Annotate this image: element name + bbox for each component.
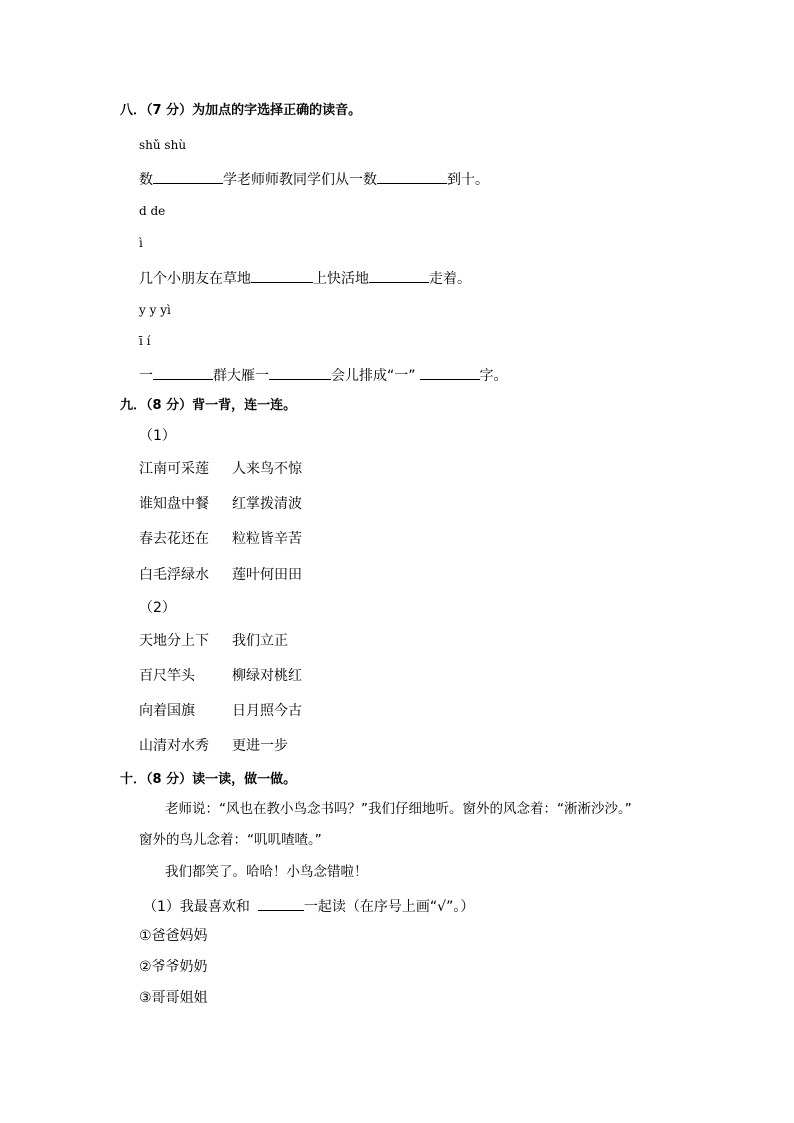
answer-blank[interactable]	[153, 171, 223, 184]
answer-blank[interactable]	[258, 898, 304, 911]
answer-blank[interactable]	[153, 367, 213, 380]
poem-left[interactable]: 春去花还在	[139, 531, 209, 547]
q8-sentence-3	[139, 367, 508, 383]
q8-s2-part-b: 上快活地	[313, 271, 369, 287]
poem-left[interactable]: 白毛浮绿水	[139, 567, 209, 583]
passage-line-3: 我们都笑了。哈哈！小鸟念错啦！	[165, 864, 368, 880]
q10-heading: 十．（8 分）读一读，做一做。	[120, 772, 297, 787]
phrase-left[interactable]: 百尺竿头	[139, 668, 195, 684]
passage-line-1: 老师说：“风也在教小鸟念书吗？”我们仔细地听。窗外的风念着：“淅淅沙沙。”	[165, 801, 632, 817]
phrase-row	[139, 703, 302, 719]
q8-heading: 八．（7 分）为加点的字选择正确的读音。	[120, 103, 362, 118]
pinyin-line-1: shǔ shù	[139, 138, 187, 152]
q8-s1-part-c: 到十。	[447, 172, 489, 188]
poem-row	[139, 461, 302, 477]
phrase-right[interactable]: 柳绿对桃红	[232, 668, 302, 684]
q8-s1-part-b: 学老师师教同学们从一数	[223, 172, 377, 188]
phrase-left[interactable]: 山清对水秀	[139, 738, 209, 754]
phrase-row	[139, 738, 288, 754]
q9-heading: 九．（8 分）背一背，连一连。	[120, 398, 297, 413]
answer-blank[interactable]	[369, 270, 429, 283]
phrase-left[interactable]: 天地分上下	[139, 633, 209, 649]
q10-sq1-part-b: 一起读（在序号上画“√”。）	[303, 899, 475, 915]
poem-right[interactable]: 红掌拨清波	[232, 496, 302, 512]
pinyin-line-2: d de	[139, 204, 166, 218]
q8-s3-part-d: 字。	[479, 368, 508, 384]
q9-part1-label: （1）	[139, 428, 176, 444]
answer-blank[interactable]	[251, 270, 313, 283]
q8-s3-part-c: 会儿排成“一”	[331, 368, 416, 384]
pinyin-line-3: ì	[139, 236, 143, 250]
option-1[interactable]: ①爸爸妈妈	[139, 928, 208, 944]
poem-left[interactable]: 谁知盘中餐	[139, 496, 209, 512]
phrase-right[interactable]: 日月照今古	[232, 703, 302, 719]
phrase-right[interactable]: 更进一步	[232, 738, 288, 754]
answer-blank[interactable]	[269, 367, 331, 380]
poem-right[interactable]: 莲叶何田田	[232, 567, 302, 583]
answer-blank[interactable]	[420, 367, 480, 380]
q10-subquestion-1	[143, 898, 474, 914]
poem-row	[139, 567, 302, 583]
q8-s2-part-c: 走着。	[429, 271, 471, 287]
poem-right[interactable]: 人来鸟不惊	[232, 461, 302, 477]
q9-part2-label: （2）	[139, 600, 176, 616]
q8-s3-part-b: 群大雁一	[213, 368, 269, 384]
poem-left[interactable]: 江南可采莲	[139, 461, 209, 477]
pinyin-line-4: y y yì	[139, 303, 171, 317]
q8-s2-part-a: 几个小朋友在草地	[139, 271, 251, 287]
q8-s3-part-a: 一	[139, 368, 153, 384]
pinyin-line-5: ī í	[139, 334, 151, 348]
phrase-row	[139, 668, 302, 684]
poem-right[interactable]: 粒粒皆辛苦	[232, 531, 302, 547]
answer-blank[interactable]	[377, 171, 447, 184]
q8-sentence-2	[139, 270, 471, 286]
option-2[interactable]: ②爷爷奶奶	[139, 959, 208, 975]
q10-sq1-part-a: （1）我最喜欢和	[143, 899, 250, 915]
phrase-left[interactable]: 向着国旗	[139, 703, 195, 719]
phrase-row	[139, 633, 288, 649]
q8-s1-part-a: 数	[139, 172, 153, 188]
phrase-right[interactable]: 我们立正	[232, 633, 288, 649]
poem-row	[139, 496, 302, 512]
q8-sentence-1	[139, 171, 489, 187]
option-3[interactable]: ③哥哥姐姐	[139, 990, 208, 1006]
passage-line-2: 窗外的鸟儿念着：“叽叽喳喳。”	[139, 832, 322, 848]
poem-row	[139, 531, 302, 547]
